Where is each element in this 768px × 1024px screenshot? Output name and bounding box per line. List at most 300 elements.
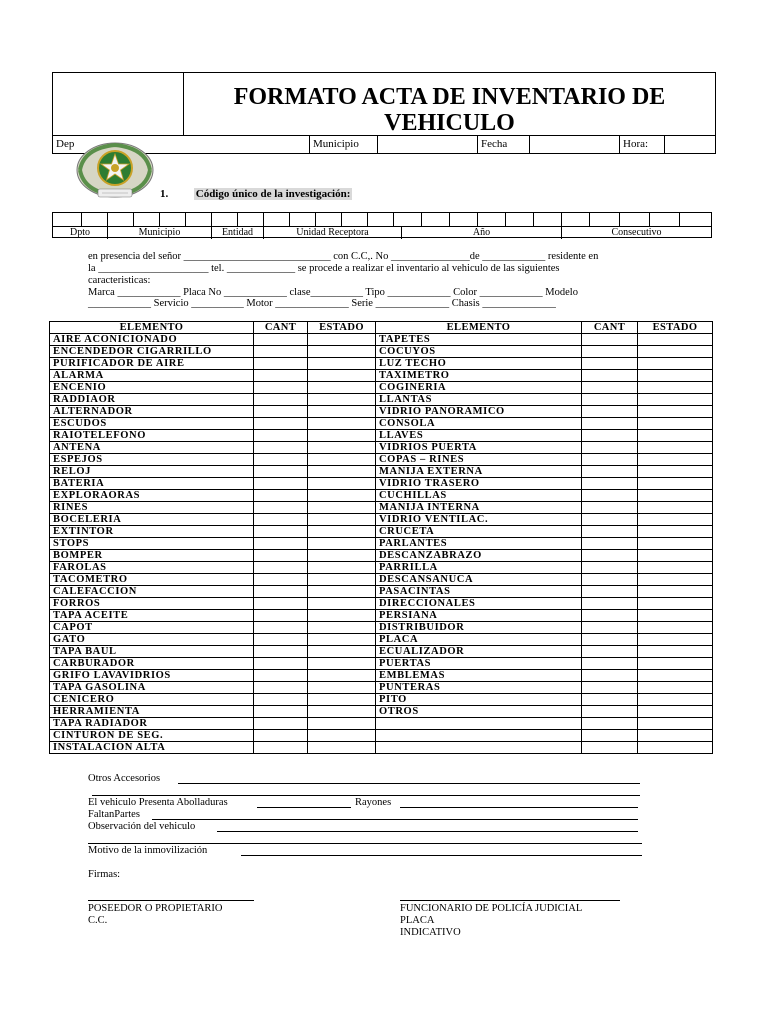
table-row — [50, 454, 713, 466]
estado-right-field[interactable] — [638, 538, 713, 550]
faltan-partes-label: FaltanPartes — [88, 809, 140, 820]
cant-left-field[interactable] — [254, 478, 308, 490]
estado-right-field[interactable] — [638, 358, 713, 370]
observacion-field-2[interactable] — [88, 843, 642, 844]
estado-left-field[interactable] — [308, 730, 376, 742]
estado-left-field[interactable] — [308, 418, 376, 430]
cant-left-field[interactable] — [254, 682, 308, 694]
cant-right-field[interactable] — [582, 634, 638, 646]
intro-line-3: caracteristicas: — [88, 275, 151, 286]
estado-left-field[interactable] — [308, 742, 376, 754]
estado-left-field[interactable] — [308, 586, 376, 598]
cant-right-field[interactable] — [582, 538, 638, 550]
element-right — [376, 730, 582, 742]
estado-left-field[interactable] — [308, 598, 376, 610]
cant-right-field[interactable] — [582, 706, 638, 718]
element-right: EMBLEMAS — [376, 670, 582, 682]
codigo-col-dpto: Dpto — [70, 227, 90, 238]
estado-left-field[interactable] — [308, 670, 376, 682]
element-left: RINES — [50, 502, 254, 514]
table-row — [50, 370, 713, 382]
estado-left-field[interactable] — [308, 466, 376, 478]
estado-left-field[interactable] — [308, 346, 376, 358]
table-row — [50, 682, 713, 694]
element-right: TAXIMETRO — [376, 370, 582, 382]
estado-right-field[interactable] — [638, 550, 713, 562]
cant-left-field[interactable] — [254, 622, 308, 634]
element-right: PUNTERAS — [376, 682, 582, 694]
estado-left-field[interactable] — [308, 610, 376, 622]
code-digit-cell[interactable] — [589, 213, 619, 226]
cant-right-field[interactable] — [582, 646, 638, 658]
table-row — [50, 430, 713, 442]
table-row — [50, 694, 713, 706]
estado-left-field[interactable] — [308, 634, 376, 646]
code-digit-cell[interactable] — [679, 213, 711, 226]
cant-right-field[interactable] — [582, 526, 638, 538]
col-header-elemento: ELEMENTO — [376, 322, 582, 334]
cant-left-field[interactable] — [254, 574, 308, 586]
observacion-field[interactable] — [217, 831, 638, 832]
estado-right-field[interactable] — [638, 382, 713, 394]
code-digit-cell[interactable] — [211, 213, 237, 226]
table-row — [50, 706, 713, 718]
estado-right-field[interactable] — [638, 634, 713, 646]
element-right: MANIJA EXTERNA — [376, 466, 582, 478]
element-right: PASACINTAS — [376, 586, 582, 598]
header-field-hora[interactable] — [664, 136, 716, 154]
cant-left-field[interactable] — [254, 394, 308, 406]
cant-right-field[interactable] — [582, 358, 638, 370]
code-digit-cell[interactable] — [393, 213, 421, 226]
element-right: MANIJA INTERNA — [376, 502, 582, 514]
cant-right-field[interactable] — [582, 418, 638, 430]
table-row — [50, 658, 713, 670]
element-right: DESCANSANUCA — [376, 574, 582, 586]
cant-right-field[interactable] — [582, 670, 638, 682]
code-digit-cell[interactable] — [81, 213, 107, 226]
element-left: PURIFICADOR DE AIRE — [50, 358, 254, 370]
table-row — [50, 358, 713, 370]
codigo-col-entidad: Entidad — [211, 227, 263, 239]
estado-left-field[interactable] — [308, 694, 376, 706]
cant-left-field[interactable] — [254, 598, 308, 610]
cant-left-field[interactable] — [254, 454, 308, 466]
cant-left-field[interactable] — [254, 418, 308, 430]
estado-right-field[interactable] — [638, 622, 713, 634]
cant-right-field[interactable] — [582, 598, 638, 610]
cant-left-field[interactable] — [254, 466, 308, 478]
element-right: PLACA — [376, 634, 582, 646]
estado-right-field[interactable] — [638, 502, 713, 514]
element-right: CONSOLA — [376, 418, 582, 430]
element-right: COCUYOS — [376, 346, 582, 358]
cant-left-field[interactable] — [254, 706, 308, 718]
element-left: TAPA RADIADOR — [50, 718, 254, 730]
element-right: PARLANTES — [376, 538, 582, 550]
cant-left-field[interactable] — [254, 718, 308, 730]
element-left: CARBURADOR — [50, 658, 254, 670]
element-left: CINTURON DE SEG. — [50, 730, 254, 742]
abolladuras-field[interactable] — [257, 807, 351, 808]
cant-left-field[interactable] — [254, 382, 308, 394]
element-left: BATERIA — [50, 478, 254, 490]
inventory-header-row — [50, 322, 713, 334]
element-left: ESPEJOS — [50, 454, 254, 466]
element-right: CRUCETA — [376, 526, 582, 538]
cant-left-field[interactable] — [254, 334, 308, 346]
cant-right-field[interactable] — [582, 574, 638, 586]
code-digit-cell[interactable] — [159, 213, 185, 226]
estado-right-field[interactable] — [638, 334, 713, 346]
cant-right-field[interactable] — [582, 694, 638, 706]
estado-right-field[interactable] — [638, 742, 713, 754]
estado-right-field[interactable] — [638, 394, 713, 406]
estado-left-field[interactable] — [308, 478, 376, 490]
codigo-labels-row — [53, 226, 711, 239]
estado-right-field[interactable] — [638, 406, 713, 418]
cant-right-field[interactable] — [582, 682, 638, 694]
estado-right-field[interactable] — [638, 430, 713, 442]
cant-left-field[interactable] — [254, 442, 308, 454]
cant-left-field[interactable] — [254, 646, 308, 658]
header-field-municipio[interactable] — [377, 136, 477, 154]
estado-left-field[interactable] — [308, 682, 376, 694]
estado-right-field[interactable] — [638, 598, 713, 610]
table-row — [50, 526, 713, 538]
table-row — [50, 490, 713, 502]
firmas-label: Firmas: — [88, 869, 121, 880]
owner-cc: C.C. — [88, 915, 108, 926]
col-header-estado: ESTADO — [308, 322, 376, 334]
code-digit-cell[interactable] — [315, 213, 341, 226]
estado-left-field[interactable] — [308, 430, 376, 442]
table-row — [50, 562, 713, 574]
cant-right-field[interactable] — [582, 334, 638, 346]
estado-right-field[interactable] — [638, 346, 713, 358]
table-row — [50, 550, 713, 562]
element-right: PITO — [376, 694, 582, 706]
officer-indicativo: INDICATIVO — [400, 927, 461, 938]
rayones-field[interactable] — [400, 807, 638, 808]
cant-left-field[interactable] — [254, 670, 308, 682]
element-left: TACOMETRO — [50, 574, 254, 586]
code-digit-cell[interactable] — [533, 213, 561, 226]
element-right: DESCANZABRAZO — [376, 550, 582, 562]
observacion-label: Observación del vehiculo — [88, 821, 196, 832]
code-digit-cell[interactable] — [561, 213, 589, 226]
element-left: STOPS — [50, 538, 254, 550]
code-digit-cell[interactable] — [289, 213, 315, 226]
element-right: LLAVES — [376, 430, 582, 442]
estado-right-field[interactable] — [638, 730, 713, 742]
table-row — [50, 742, 713, 754]
estado-right-field[interactable] — [638, 586, 713, 598]
table-row — [50, 574, 713, 586]
header-label-dep: Dep — [56, 138, 75, 150]
estado-left-field[interactable] — [308, 622, 376, 634]
estado-left-field[interactable] — [308, 526, 376, 538]
cant-left-field[interactable] — [254, 406, 308, 418]
cant-left-field[interactable] — [254, 490, 308, 502]
estado-right-field[interactable] — [638, 562, 713, 574]
estado-left-field[interactable] — [308, 514, 376, 526]
code-digit-cell[interactable] — [237, 213, 263, 226]
element-right: TAPETES — [376, 334, 582, 346]
estado-left-field[interactable] — [308, 382, 376, 394]
table-row — [50, 622, 713, 634]
cant-left-field[interactable] — [254, 346, 308, 358]
document-title: FORMATO ACTA DE INVENTARIO DE VEHICULO — [233, 84, 666, 136]
cant-right-field[interactable] — [582, 658, 638, 670]
cant-left-field[interactable] — [254, 550, 308, 562]
rayones-label: Rayones — [355, 797, 392, 808]
table-row — [50, 382, 713, 394]
cant-right-field[interactable] — [582, 718, 638, 730]
codigo-col-municipio: Municipio — [107, 227, 211, 239]
codigo-col-consecutivo: Consecutivo — [561, 227, 711, 239]
cant-left-field[interactable] — [254, 502, 308, 514]
estado-right-field[interactable] — [638, 574, 713, 586]
cant-right-field[interactable] — [582, 406, 638, 418]
cant-right-field[interactable] — [582, 622, 638, 634]
estado-left-field[interactable] — [308, 442, 376, 454]
intro-line-2: la _____________________ tel. _____________ se procede a realizar el inventario al vehiculo de las siguientes — [88, 263, 560, 274]
intro-line-1: en presencia del señor ____________________________ con C.C,. No _______________de ____________ residente en — [88, 251, 599, 262]
codigo-col-ano: Año — [401, 227, 561, 239]
cant-left-field[interactable] — [254, 430, 308, 442]
estado-left-field[interactable] — [308, 706, 376, 718]
cant-right-field[interactable] — [582, 610, 638, 622]
estado-right-field[interactable] — [638, 442, 713, 454]
code-digit-cell[interactable] — [449, 213, 477, 226]
cant-left-field[interactable] — [254, 586, 308, 598]
cant-right-field[interactable] — [582, 370, 638, 382]
code-digit-cell[interactable] — [477, 213, 505, 226]
cant-left-field[interactable] — [254, 562, 308, 574]
cant-left-field[interactable] — [254, 358, 308, 370]
signature-line-owner[interactable] — [88, 900, 254, 901]
element-left: TAPA BAUL — [50, 646, 254, 658]
officer-placa: PLACA — [400, 915, 435, 926]
cant-right-field[interactable] — [582, 550, 638, 562]
cant-right-field[interactable] — [582, 382, 638, 394]
code-digit-cell[interactable] — [619, 213, 649, 226]
code-digit-cell[interactable] — [649, 213, 679, 226]
table-row — [50, 334, 713, 346]
cant-left-field[interactable] — [254, 610, 308, 622]
estado-right-field[interactable] — [638, 682, 713, 694]
estado-right-field[interactable] — [638, 490, 713, 502]
estado-left-field[interactable] — [308, 490, 376, 502]
estado-left-field[interactable] — [308, 646, 376, 658]
motivo-label: Motivo de la inmovilización — [88, 845, 208, 856]
estado-left-field[interactable] — [308, 370, 376, 382]
header-label-hora: Hora: — [619, 136, 664, 154]
owner-title: POSEEDOR O PROPIETARIO — [88, 903, 223, 914]
estado-right-field[interactable] — [638, 514, 713, 526]
element-right: DIRECCIONALES — [376, 598, 582, 610]
element-left: RAIOTELEFONO — [50, 430, 254, 442]
cant-right-field[interactable] — [582, 490, 638, 502]
intro-line-4: Marca ____________ Placa No ____________ clase__________ Tipo ____________ Color ____________ Modelo — [88, 287, 578, 298]
cant-left-field[interactable] — [254, 370, 308, 382]
cant-right-field[interactable] — [582, 730, 638, 742]
estado-right-field[interactable] — [638, 694, 713, 706]
element-right: PUERTAS — [376, 658, 582, 670]
element-right: VIDRIO VENTILAC. — [376, 514, 582, 526]
estado-left-field[interactable] — [308, 394, 376, 406]
cant-right-field[interactable] — [582, 586, 638, 598]
element-left: ENCENDEDOR CIGARRILLO — [50, 346, 254, 358]
code-digit-cell[interactable] — [421, 213, 449, 226]
code-digit-cell[interactable] — [185, 213, 211, 226]
estado-left-field[interactable] — [308, 718, 376, 730]
element-left: CAPOT — [50, 622, 254, 634]
col-header-elemento: ELEMENTO — [50, 322, 254, 334]
officer-title: FUNCIONARIO DE POLICÍA JUDICIAL — [400, 903, 583, 914]
code-digit-cell[interactable] — [263, 213, 289, 226]
estado-right-field[interactable] — [638, 610, 713, 622]
otros-accesorios-field-2[interactable] — [92, 795, 640, 796]
element-left: ENCENIO — [50, 382, 254, 394]
estado-right-field[interactable] — [638, 646, 713, 658]
otros-accesorios-label: Otros Accesorios — [88, 773, 161, 784]
inventory-table — [49, 321, 713, 754]
cant-left-field[interactable] — [254, 694, 308, 706]
estado-right-field[interactable] — [638, 418, 713, 430]
header-label-municipio: Municipio — [309, 136, 377, 154]
code-digit-cell[interactable] — [367, 213, 393, 226]
estado-left-field[interactable] — [308, 358, 376, 370]
cant-right-field[interactable] — [582, 346, 638, 358]
estado-right-field[interactable] — [638, 718, 713, 730]
element-right: VIDRIO PANORAMICO — [376, 406, 582, 418]
codigo-col-unidad: Unidad Receptora — [263, 227, 401, 239]
element-left: BOMPER — [50, 550, 254, 562]
element-right: OTROS — [376, 706, 582, 718]
table-row — [50, 634, 713, 646]
estado-left-field[interactable] — [308, 334, 376, 346]
element-right: CUCHILLAS — [376, 490, 582, 502]
estado-right-field[interactable] — [638, 658, 713, 670]
estado-right-field[interactable] — [638, 454, 713, 466]
cant-right-field[interactable] — [582, 742, 638, 754]
estado-left-field[interactable] — [308, 574, 376, 586]
table-row — [50, 610, 713, 622]
header-label-fecha: Fecha — [477, 136, 529, 154]
cant-left-field[interactable] — [254, 730, 308, 742]
element-left: EXTINTOR — [50, 526, 254, 538]
estado-right-field[interactable] — [638, 526, 713, 538]
table-row — [50, 538, 713, 550]
cant-right-field[interactable] — [582, 454, 638, 466]
element-right: LLANTAS — [376, 394, 582, 406]
table-row — [50, 466, 713, 478]
element-right — [376, 718, 582, 730]
signature-line-officer[interactable] — [400, 900, 620, 901]
cant-right-field[interactable] — [582, 394, 638, 406]
element-left: GRIFO LAVAVIDRIOS — [50, 670, 254, 682]
element-right: PARRILLA — [376, 562, 582, 574]
cant-right-field[interactable] — [582, 502, 638, 514]
codigo-heading — [160, 188, 352, 200]
estado-left-field[interactable] — [308, 406, 376, 418]
estado-left-field[interactable] — [308, 562, 376, 574]
cant-left-field[interactable] — [254, 634, 308, 646]
element-left: FORROS — [50, 598, 254, 610]
element-right: COPAS – RINES — [376, 454, 582, 466]
element-left: BOCELERIA — [50, 514, 254, 526]
table-row — [50, 514, 713, 526]
estado-right-field[interactable] — [638, 670, 713, 682]
estado-left-field[interactable] — [308, 454, 376, 466]
intro-line-5: ____________ Servicio __________ Motor ______________ Serie ______________ Chasis ______________ — [88, 298, 556, 309]
codigo-label: Código único de la investigación: — [195, 188, 351, 200]
estado-left-field[interactable] — [308, 658, 376, 670]
table-row — [50, 670, 713, 682]
element-left: TAPA GASOLINA — [50, 682, 254, 694]
code-digit-cell[interactable] — [505, 213, 533, 226]
element-right: LUZ TECHO — [376, 358, 582, 370]
otros-accesorios-field[interactable] — [178, 783, 640, 784]
estado-right-field[interactable] — [638, 706, 713, 718]
element-left: CENICERO — [50, 694, 254, 706]
cant-left-field[interactable] — [254, 514, 308, 526]
col-header-cant: CANT — [254, 322, 308, 334]
estado-left-field[interactable] — [308, 538, 376, 550]
logo-cell — [53, 73, 184, 135]
element-left: CALEFACCION — [50, 586, 254, 598]
cant-right-field[interactable] — [582, 478, 638, 490]
col-header-cant: CANT — [582, 322, 638, 334]
table-row — [50, 406, 713, 418]
estado-right-field[interactable] — [638, 466, 713, 478]
code-digit-cell[interactable] — [341, 213, 367, 226]
element-right: DISTRIBUIDOR — [376, 622, 582, 634]
element-left: GATO — [50, 634, 254, 646]
element-left: RADDIAOR — [50, 394, 254, 406]
cant-left-field[interactable] — [254, 658, 308, 670]
table-row — [50, 394, 713, 406]
estado-right-field[interactable] — [638, 370, 713, 382]
cant-left-field[interactable] — [254, 742, 308, 754]
cant-left-field[interactable] — [254, 526, 308, 538]
cant-left-field[interactable] — [254, 538, 308, 550]
element-right: VIDRIO TRASERO — [376, 478, 582, 490]
element-right: VIDRIOS PUERTA — [376, 442, 582, 454]
cant-right-field[interactable] — [582, 466, 638, 478]
table-row — [50, 598, 713, 610]
element-left: TAPA ACEITE — [50, 610, 254, 622]
table-row — [50, 730, 713, 742]
element-left: RELOJ — [50, 466, 254, 478]
cant-right-field[interactable] — [582, 562, 638, 574]
faltan-partes-field[interactable] — [152, 819, 638, 820]
motivo-field[interactable] — [241, 855, 642, 856]
estado-left-field[interactable] — [308, 502, 376, 514]
cant-right-field[interactable] — [582, 430, 638, 442]
estado-left-field[interactable] — [308, 550, 376, 562]
table-row — [50, 586, 713, 598]
header-field-fecha[interactable] — [529, 136, 619, 154]
abolladuras-label: El vehiculo Presenta Abolladuras — [88, 797, 228, 808]
estado-right-field[interactable] — [638, 478, 713, 490]
code-digit-cell[interactable] — [107, 213, 133, 226]
cant-right-field[interactable] — [582, 514, 638, 526]
cant-right-field[interactable] — [582, 442, 638, 454]
code-digit-cell[interactable] — [133, 213, 159, 226]
